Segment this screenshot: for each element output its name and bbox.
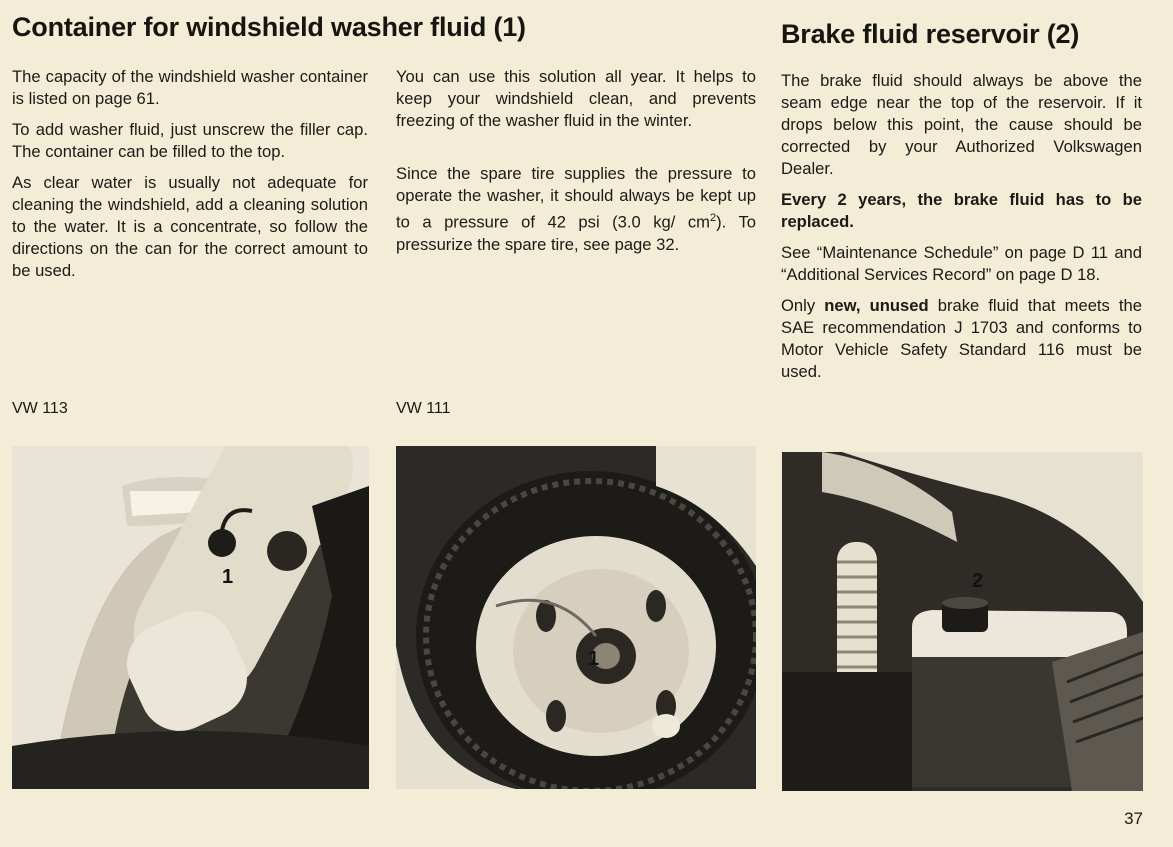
washer-text-column bbox=[12, 66, 368, 291]
brake-reservoir-heading: Brake fluid reservoir (2) bbox=[781, 19, 1080, 49]
washer-callout-number: 1 bbox=[222, 566, 234, 588]
brake-level-paragraph: The brake fluid should always be above the seam edge near the top of the reservoir. If it drops below this point, the cause should be corrected by your Authorized Volkswagen Dealer. bbox=[781, 71, 1142, 178]
brake-reservoir-photo bbox=[782, 452, 1143, 791]
washer-solution-paragraph: As clear water is usually not adequate for cleaning the windshield, add a cleaning solution to the water. It is a concentrate, so follow the directions on the can for the correct amount to be used. bbox=[12, 173, 368, 280]
brake-replace-paragraph: Every 2 years, the brake fluid has to be replaced. bbox=[781, 190, 1142, 231]
brake-text-column bbox=[781, 70, 1142, 392]
washer-container-photo bbox=[12, 446, 369, 789]
figure-caption-vw113: VW 113 bbox=[12, 400, 68, 417]
solution-year-paragraph: You can use this solution all year. It helps to keep your windshield clean, and prevents freezing of the washer fluid in the winter. bbox=[396, 67, 756, 130]
figure-caption-vw111: VW 111 bbox=[396, 400, 451, 417]
washer-capacity-paragraph: The capacity of the windshield washer container is listed on page 61. bbox=[12, 67, 368, 108]
page-number: 37 bbox=[1124, 809, 1143, 828]
brake-schedule-paragraph: See “Maintenance Schedule” on page D 11 and “Additional Services Record” on page D 18. bbox=[781, 243, 1142, 284]
washer-container-heading: Container for windshield washer fluid (1) bbox=[12, 12, 526, 42]
middle-text-column bbox=[396, 66, 756, 265]
spare-tire-pressure-paragraph: Since the spare tire supplies the pressure to operate the washer, it should always be kept up to a pressure of 42 psi (3.0 kg/ $cm^2$). To pressurize the spare tire, see page 32. bbox=[396, 164, 756, 254]
brake-spec-paragraph: Only new, unused brake fluid that meets the SAE recommendation J 1703 and conforms to Motor Vehicle Safety Standard 116 must be used. bbox=[781, 296, 1142, 381]
washer-fill-paragraph: To add washer fluid, just unscrew the filler cap. The container can be filled to the top. bbox=[12, 120, 368, 161]
tire-callout-number: 1 bbox=[588, 648, 600, 670]
spare-tire-photo bbox=[396, 446, 756, 789]
brake-callout-number: 2 bbox=[972, 570, 984, 592]
